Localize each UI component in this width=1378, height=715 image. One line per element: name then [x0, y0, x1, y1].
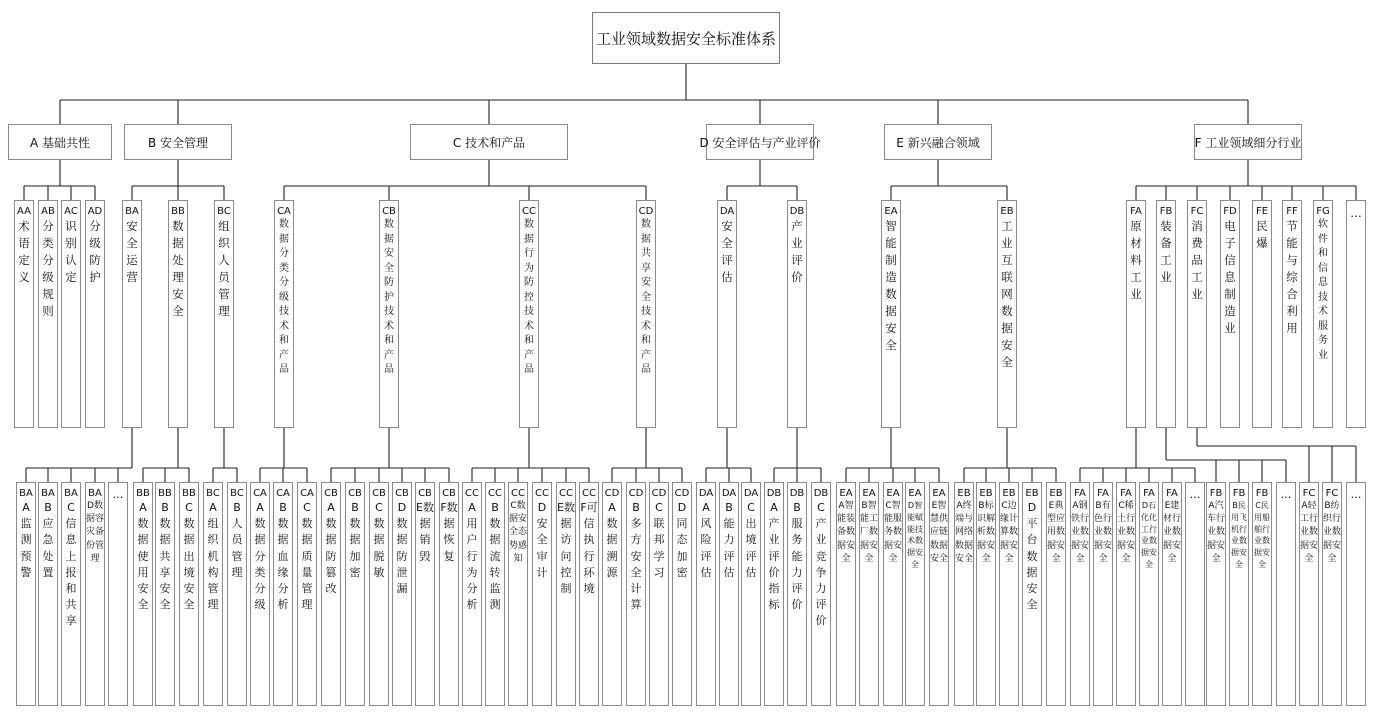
- node-text: A数据溯源: [606, 501, 618, 579]
- item-node: [16, 482, 36, 706]
- item-node: [579, 482, 599, 706]
- node-text: B数据加密: [349, 501, 361, 579]
- subcategory-node: [519, 200, 539, 428]
- subcategory-node: [1126, 200, 1146, 428]
- subcategory-node: [1156, 200, 1176, 428]
- node-text: 节能与综合利用: [1286, 219, 1298, 335]
- item-node: [556, 482, 576, 706]
- root-node: 工业领域数据安全标准体系: [592, 12, 780, 64]
- category-node: A 基础共性: [8, 124, 112, 160]
- item-node: [1070, 482, 1090, 706]
- node-text: A数据防篡改: [325, 501, 337, 596]
- node-text: …: [112, 488, 124, 501]
- node-text: C智能服务数据安全: [884, 501, 903, 564]
- item-node: [203, 482, 223, 706]
- node-code: FA: [1097, 488, 1109, 499]
- item-node: [859, 482, 879, 706]
- node-text: A产业评价指标: [768, 501, 780, 612]
- node-text: B应急处置: [42, 501, 54, 579]
- node-code: FF: [1286, 206, 1298, 217]
- node-text: C联邦学习: [653, 501, 665, 579]
- node-text: …: [1350, 488, 1362, 501]
- subcategory-node: [1252, 200, 1272, 428]
- item-node: [369, 482, 389, 706]
- node-text: A终端与网络数据安全: [955, 501, 974, 564]
- item-node: [672, 482, 692, 706]
- node-code: EB: [1000, 206, 1014, 217]
- item-node: [741, 482, 761, 706]
- node-code: BC: [217, 206, 231, 217]
- subcategory-node: [14, 200, 34, 428]
- node-text: D同态加密: [676, 501, 688, 579]
- item-node: [1185, 482, 1205, 706]
- node-text: 消费品工业: [1191, 219, 1203, 301]
- node-code: BB: [158, 488, 172, 499]
- node-text: 识别认定: [65, 219, 77, 284]
- node-code: BA: [125, 206, 139, 217]
- item-node: [1206, 482, 1226, 706]
- node-text: 电子信息制造业: [1224, 219, 1236, 335]
- node-code: FB: [1255, 488, 1269, 499]
- item-node: [485, 482, 505, 706]
- node-code: CC: [488, 488, 502, 499]
- subcategory-node: [997, 200, 1017, 428]
- node-code: FA: [1143, 488, 1155, 499]
- node-code: FB: [1232, 488, 1246, 499]
- node-code: CD: [638, 206, 654, 217]
- node-text: A风险评估: [700, 501, 712, 579]
- subcategory-node: [274, 200, 294, 428]
- node-code: BC: [206, 488, 220, 499]
- node-code: CB: [442, 488, 456, 499]
- item-node: [392, 482, 412, 706]
- node-text: B多方安全计算: [630, 501, 642, 612]
- node-code: CB: [372, 488, 386, 499]
- node-text: F数据恢复: [440, 501, 458, 563]
- item-node: [155, 482, 175, 706]
- node-text: E数据访问控制: [557, 501, 575, 596]
- node-code: DB: [789, 206, 805, 217]
- node-code: CD: [604, 488, 620, 499]
- node-text: B纺织行业数据安全: [1323, 501, 1342, 564]
- node-code: CC: [559, 488, 573, 499]
- item-node: [836, 482, 856, 706]
- node-text: D数据防泄漏: [396, 501, 408, 596]
- node-code: CB: [324, 488, 338, 499]
- subcategory-node: [38, 200, 58, 428]
- node-text: D智能赋能技术数据安全: [907, 501, 923, 569]
- node-text: 分级防护: [89, 219, 101, 284]
- item-node: [1322, 482, 1342, 706]
- item-node: [649, 482, 669, 706]
- item-node: [1022, 482, 1042, 706]
- node-text: C数据脱敏: [373, 501, 385, 579]
- node-text: D数据容灾备份管理: [86, 501, 105, 564]
- node-text: B数据血缘分析: [277, 501, 289, 612]
- node-code: FA: [1074, 488, 1086, 499]
- node-code: CC: [465, 488, 479, 499]
- subcategory-node: [636, 200, 656, 428]
- node-text: …: [1350, 206, 1362, 220]
- item-node: [811, 482, 831, 706]
- node-text: 安全评估: [721, 219, 733, 284]
- node-text: A汽车行业数据安全: [1207, 501, 1226, 564]
- category-node: B 安全管理: [124, 124, 232, 160]
- node-code: FA: [1130, 206, 1142, 217]
- item-node: [976, 482, 996, 706]
- node-text: F可信执行环境: [580, 501, 598, 596]
- item-node: [532, 482, 552, 706]
- node-text: 数据行为防控技术和产品: [524, 219, 534, 375]
- node-text: E智慧供应链数据安全: [930, 501, 949, 564]
- node-code: BA: [88, 488, 102, 499]
- node-text: B数据共享安全: [159, 501, 171, 612]
- item-node: [787, 482, 807, 706]
- node-text: 数据处理安全: [172, 219, 184, 318]
- item-node: [133, 482, 153, 706]
- item-node: [764, 482, 784, 706]
- node-code: CB: [418, 488, 432, 499]
- subcategory-node: [168, 200, 188, 428]
- item-node: [297, 482, 317, 706]
- node-text: 安全运营: [126, 219, 138, 284]
- node-text: E数据销毁: [416, 501, 434, 563]
- node-text: 数据共享安全技术和产品: [641, 219, 651, 375]
- item-node: [179, 482, 199, 706]
- node-code: FG: [1316, 206, 1330, 217]
- node-text: C民用船舶行业数据安全: [1254, 501, 1270, 569]
- subcategory-node: [1346, 200, 1366, 428]
- node-text: …: [1280, 488, 1292, 501]
- node-code: CA: [277, 206, 291, 217]
- item-node: [1093, 482, 1113, 706]
- item-node: [954, 482, 974, 706]
- node-text: 数据分类分级技术和产品: [279, 219, 289, 375]
- node-code: AD: [87, 206, 103, 217]
- node-code: CC: [511, 488, 525, 499]
- subcategory-node: [1313, 200, 1333, 428]
- subcategory-node: [379, 200, 399, 428]
- item-node: [929, 482, 949, 706]
- node-code: AB: [41, 206, 55, 217]
- node-text: C出境评估: [745, 501, 757, 579]
- node-text: C产业竞争力评价: [815, 501, 827, 628]
- node-text: B民用飞机行业数据安全: [1231, 501, 1247, 569]
- node-text: 民爆: [1256, 219, 1268, 250]
- node-text: B数据流转监测: [489, 501, 501, 612]
- node-code: BB: [171, 206, 185, 217]
- category-node: F 工业领域细分行业: [1194, 124, 1302, 160]
- node-text: A数据分类分级: [254, 501, 266, 612]
- subcategory-node: [61, 200, 81, 428]
- node-code: EA: [839, 488, 853, 499]
- subcategory-node: [85, 200, 105, 428]
- node-code: CB: [348, 488, 362, 499]
- node-code: FE: [1255, 206, 1269, 217]
- node-code: CA: [276, 488, 290, 499]
- node-code: CD: [628, 488, 644, 499]
- node-code: EA: [932, 488, 946, 499]
- item-node: [108, 482, 128, 706]
- item-node: [61, 482, 81, 706]
- node-code: DB: [766, 488, 782, 499]
- category-node: D 安全评估与产业评价: [706, 124, 814, 160]
- node-text: 原材料工业: [1130, 219, 1142, 301]
- item-node: [719, 482, 739, 706]
- item-node: [1139, 482, 1159, 706]
- node-text: 组织人员管理: [218, 219, 230, 318]
- node-text: 装备工业: [1160, 219, 1172, 284]
- node-text: …: [1189, 488, 1201, 501]
- item-node: [1346, 482, 1366, 706]
- node-text: B能力评估: [723, 501, 735, 579]
- category-node: E 新兴融合领域: [884, 124, 992, 160]
- item-node: [1229, 482, 1249, 706]
- item-node: [227, 482, 247, 706]
- node-text: A数据使用安全: [137, 501, 149, 612]
- node-code: FB: [1159, 206, 1173, 217]
- node-text: D安全审计: [536, 501, 548, 579]
- item-node: [321, 482, 341, 706]
- subcategory-node: [214, 200, 234, 428]
- node-text: E建材行业数据安全: [1163, 501, 1182, 564]
- node-code: FC: [1302, 488, 1316, 499]
- item-node: [999, 482, 1019, 706]
- subcategory-node: [787, 200, 807, 428]
- node-text: 术语定义: [18, 219, 30, 284]
- node-text: 软件和信息技术服务业: [1318, 219, 1328, 361]
- node-code: FA: [1166, 488, 1178, 499]
- subcategory-node: [1187, 200, 1207, 428]
- node-text: C数据安全态势感知: [509, 501, 528, 564]
- node-code: EB: [1025, 488, 1039, 499]
- item-node: [439, 482, 459, 706]
- subcategory-node: [1220, 200, 1240, 428]
- node-text: A组织机构管理: [207, 501, 219, 612]
- node-text: B标识解析数据安全: [977, 501, 996, 564]
- node-code: CB: [382, 206, 396, 217]
- node-code: FC: [1190, 206, 1204, 217]
- node-code: BB: [182, 488, 196, 499]
- node-text: A监测预警: [20, 501, 32, 579]
- node-text: B有色行业数据安全: [1094, 501, 1113, 564]
- node-text: D石化化工行业数据安全: [1141, 501, 1157, 569]
- node-text: B智能工厂数据安全: [860, 501, 879, 564]
- item-node: [696, 482, 716, 706]
- node-text: C数据出境安全: [183, 501, 195, 612]
- node-code: DA: [719, 206, 735, 217]
- node-code: CC: [582, 488, 596, 499]
- node-text: 产业评价: [791, 219, 803, 284]
- node-text: A智能装备数据安全: [837, 501, 856, 564]
- node-text: 工业互联网数据安全: [1001, 219, 1013, 369]
- node-code: DB: [789, 488, 805, 499]
- subcategory-node: [122, 200, 142, 428]
- item-node: [626, 482, 646, 706]
- item-node: [1162, 482, 1182, 706]
- node-text: 数据安全防护技术和产品: [384, 219, 394, 375]
- node-code: EA: [886, 488, 900, 499]
- node-code: AC: [64, 206, 78, 217]
- node-text: C边缘计算数据安全: [1000, 501, 1019, 564]
- node-text: B服务能力评价: [791, 501, 803, 612]
- node-code: BC: [230, 488, 244, 499]
- node-text: 智能制造数据安全: [885, 219, 897, 352]
- node-code: CD: [651, 488, 667, 499]
- node-code: CC: [535, 488, 549, 499]
- node-code: CA: [300, 488, 314, 499]
- node-code: CC: [522, 206, 536, 217]
- item-node: [602, 482, 622, 706]
- item-node: [250, 482, 270, 706]
- item-node: [462, 482, 482, 706]
- node-text: B人员管理: [231, 501, 243, 579]
- node-code: EB: [957, 488, 971, 499]
- node-code: CD: [674, 488, 690, 499]
- node-code: DA: [698, 488, 714, 499]
- item-node: [273, 482, 293, 706]
- node-code: EA: [884, 206, 898, 217]
- item-node: [1116, 482, 1136, 706]
- node-code: FA: [1120, 488, 1132, 499]
- node-code: DA: [743, 488, 759, 499]
- item-node: [1046, 482, 1066, 706]
- node-code: FD: [1223, 206, 1237, 217]
- node-code: EA: [862, 488, 876, 499]
- item-node: [905, 482, 925, 706]
- item-node: [345, 482, 365, 706]
- node-code: DB: [813, 488, 829, 499]
- node-code: BA: [19, 488, 33, 499]
- node-code: FC: [1325, 488, 1339, 499]
- node-text: C信息上报和共享: [65, 501, 77, 628]
- node-code: DA: [721, 488, 737, 499]
- item-node: [1252, 482, 1272, 706]
- node-text: C稀土行业数据安全: [1117, 501, 1136, 564]
- node-code: AA: [17, 206, 31, 217]
- node-text: C数据质量管理: [301, 501, 313, 612]
- node-text: A钢铁行业数据安全: [1071, 501, 1090, 564]
- subcategory-node: [881, 200, 901, 428]
- node-code: CB: [395, 488, 409, 499]
- node-code: EB: [979, 488, 993, 499]
- item-node: [85, 482, 105, 706]
- category-node: C 技术和产品: [410, 124, 568, 160]
- node-text: A轻工行业数据安全: [1300, 501, 1319, 564]
- node-text: D平台数据安全: [1026, 501, 1038, 612]
- node-code: CA: [253, 488, 267, 499]
- item-node: [1276, 482, 1296, 706]
- item-node: [38, 482, 58, 706]
- item-node: [415, 482, 435, 706]
- item-node: [1299, 482, 1319, 706]
- node-code: EA: [908, 488, 922, 499]
- node-code: FB: [1209, 488, 1223, 499]
- node-code: EB: [1002, 488, 1016, 499]
- node-code: BA: [41, 488, 55, 499]
- node-text: A用户行为分析: [466, 501, 478, 612]
- node-code: BA: [64, 488, 78, 499]
- item-node: [883, 482, 903, 706]
- node-code: EB: [1049, 488, 1063, 499]
- node-text: E典型应用数据安全: [1047, 501, 1066, 564]
- node-code: BB: [136, 488, 150, 499]
- subcategory-node: [1282, 200, 1302, 428]
- subcategory-node: [717, 200, 737, 428]
- node-text: 分类分级规则: [42, 219, 54, 318]
- item-node: [508, 482, 528, 706]
